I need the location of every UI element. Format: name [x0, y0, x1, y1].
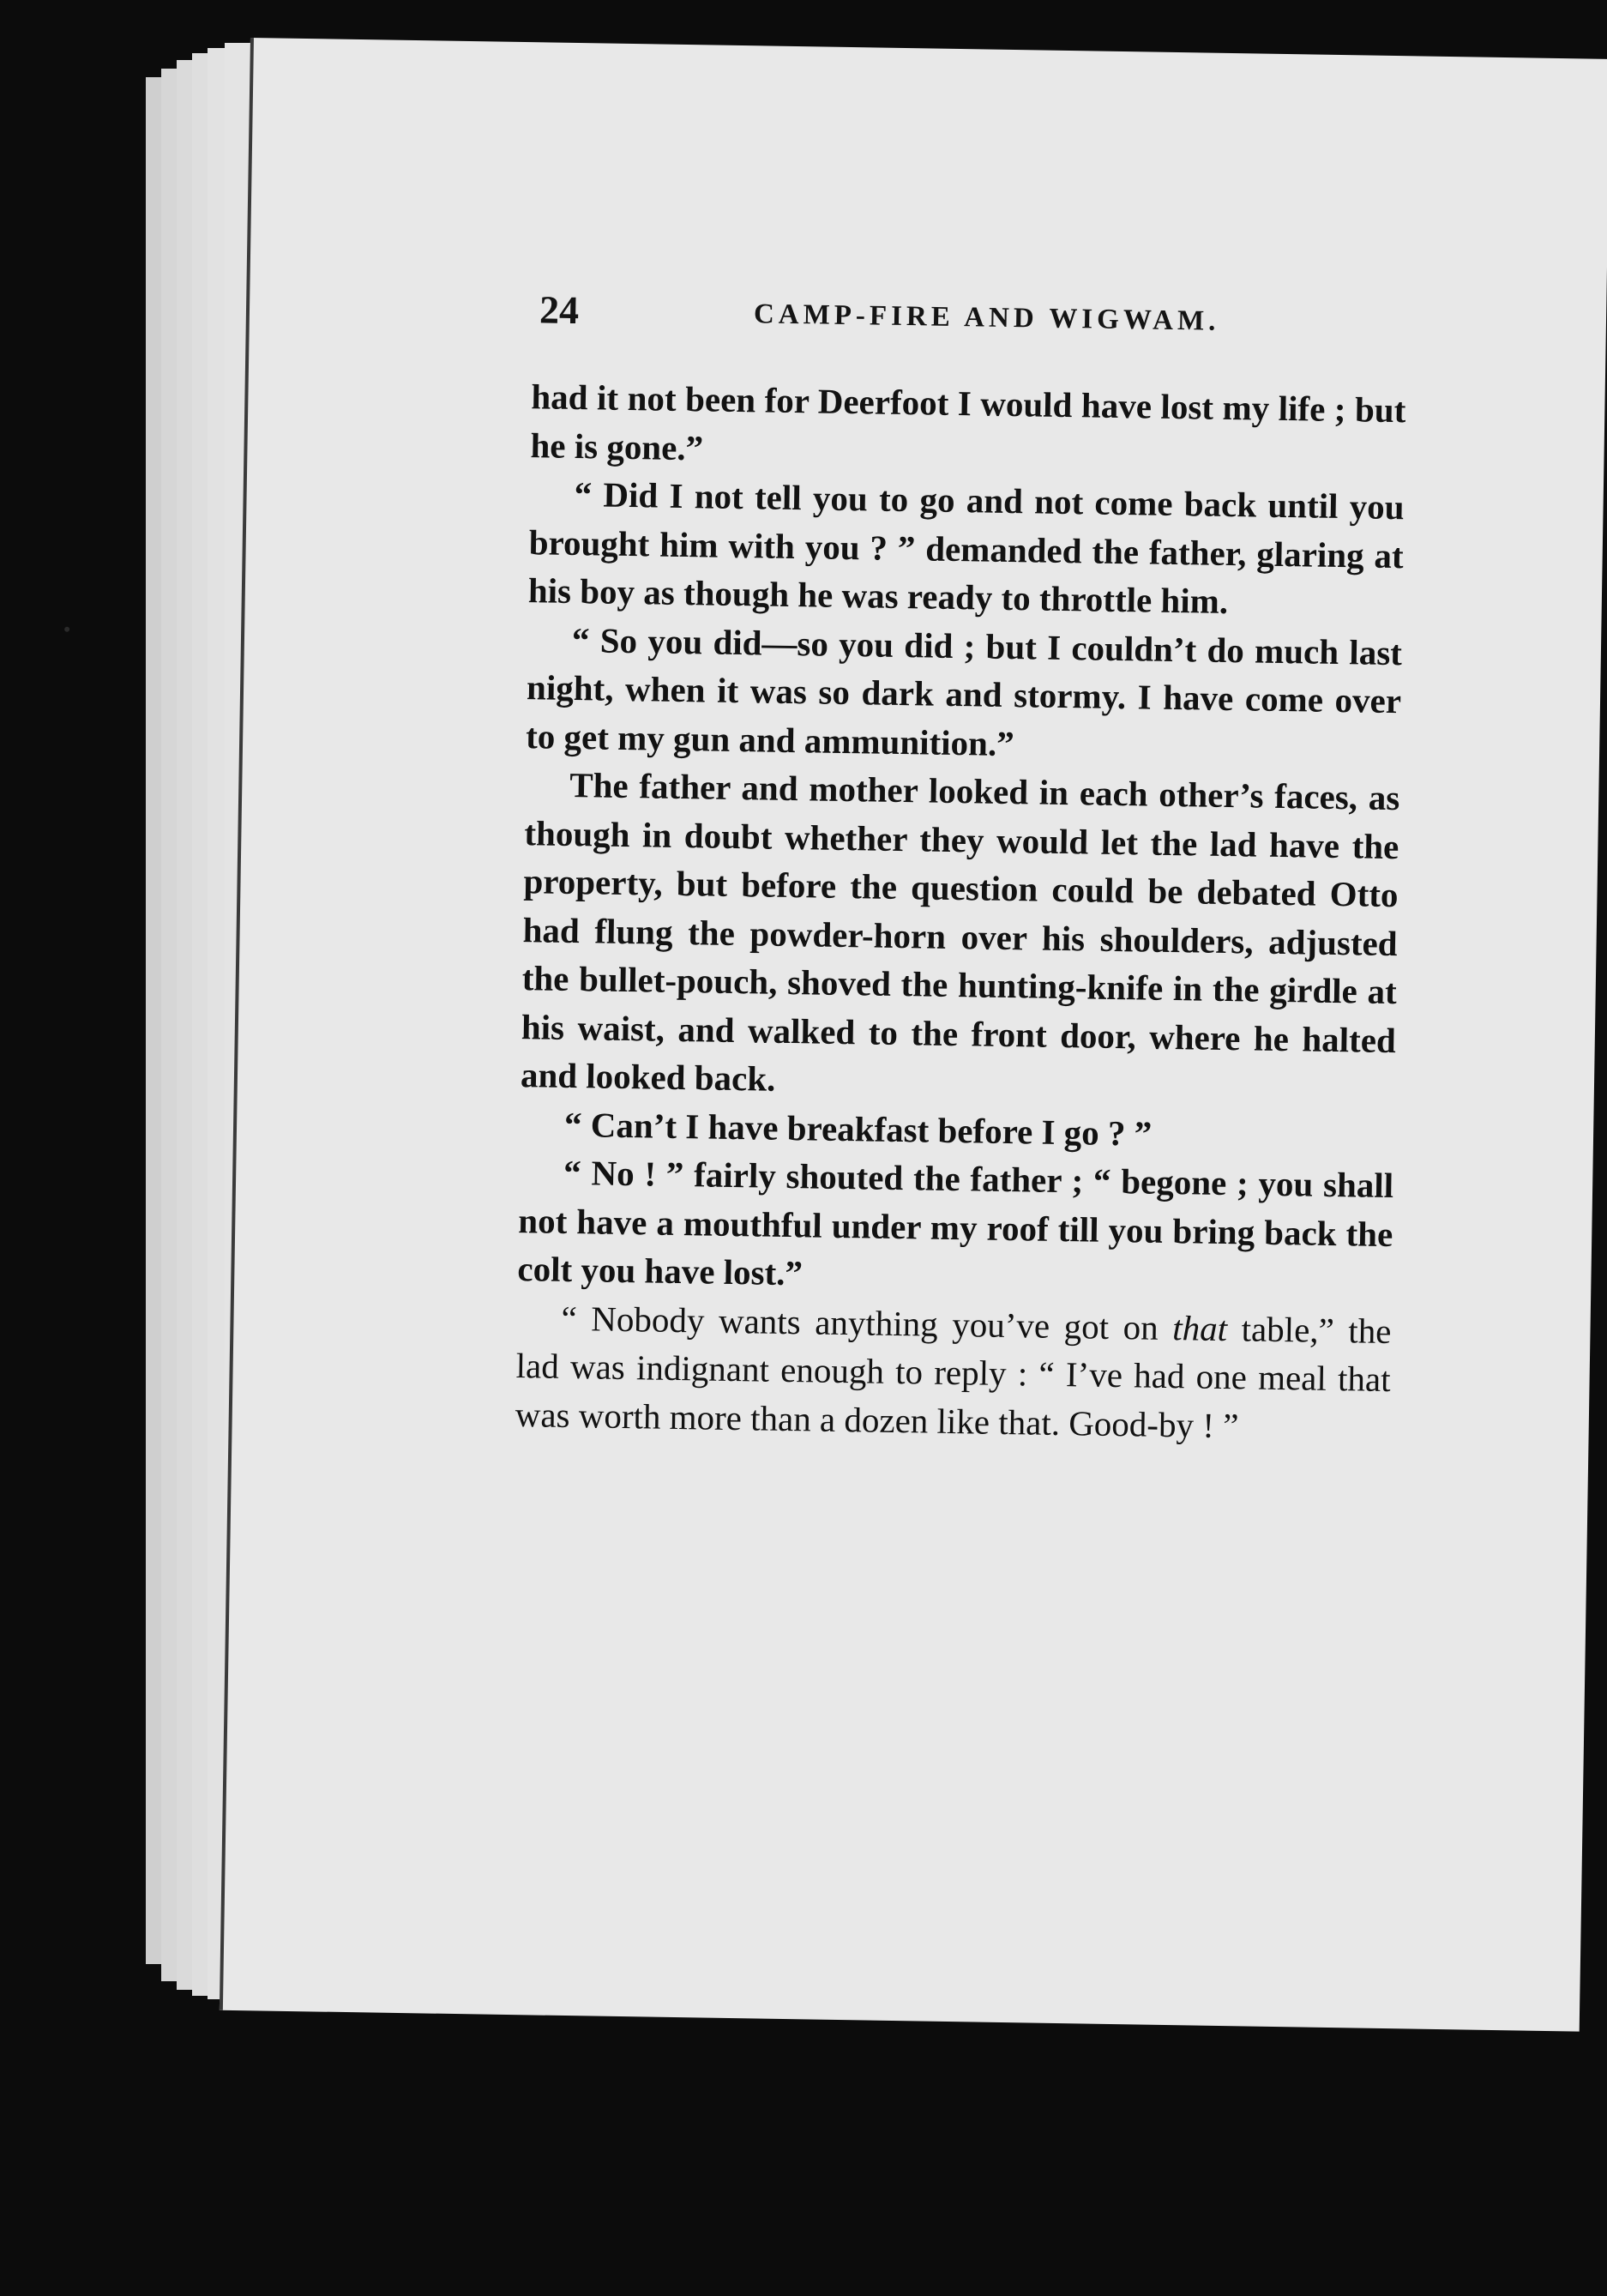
paragraph: “ So you did—so you did ; but I couldn’t do much last night, when it was so dark and stormy. I have come over to get my gun and ammunition.”: [525, 619, 1403, 763]
book-page: [220, 38, 1607, 2032]
page-number: 24: [539, 287, 580, 333]
paragraph: had it not been for Deerfoot I would have lost my life ; but he is gone.”: [530, 377, 1406, 467]
paragraph: The father and mother looked in each other’s faces, as though in doubt whether they would let the lad have the property, but before the question could be debated Otto had flung the powder-horn over his shoulders, adjusted the bullet-pouch, shoved the hunting-knife in the girdle at his waist, and walked to the front door, where he halted and looked back.: [520, 764, 1400, 1099]
dust-speck: [64, 627, 69, 632]
body-text: [515, 372, 1405, 1452]
running-head: CAMP-FIRE AND WIGWAM.: [753, 298, 1220, 337]
page-header: [539, 286, 1440, 360]
paragraph: “ Can’t I have breakfast before I go ? ”: [563, 1104, 1153, 1154]
paragraph: “ No ! ” fairly shouted the father ; “ begone ; you shall not have a mouthful under my roof till you bring back the colt you have lost.”: [517, 1152, 1394, 1293]
paragraph: [515, 1293, 1392, 1453]
italic-word: that: [1171, 1307, 1228, 1348]
paragraph: “ Did I not tell you to go and not come back until you brought him with you ? ” demanded the father, glaring at his boy as though he was ready to throttle him.: [527, 474, 1405, 621]
paragraph-text: “ Nobody wants anything you’ve got on: [561, 1298, 1173, 1347]
paragraph-text: table,” the lad was indignant enough to reply : “ I’ve had one meal that was worth more than a dozen like that. Good-by ! ”: [515, 1308, 1392, 1445]
